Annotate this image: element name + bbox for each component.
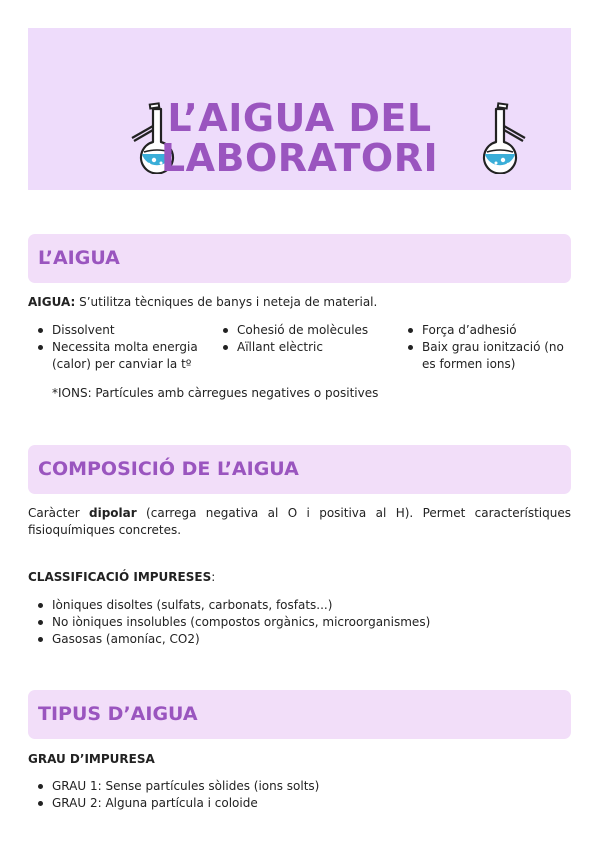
properties-column-3 — [398, 322, 573, 373]
ions-note: *IONS: Partícules amb càrregues negatives o positives — [52, 386, 379, 400]
section-title: COMPOSICIÓ DE L’AIGUA — [38, 458, 299, 480]
list-item: Dissolvent — [28, 322, 208, 339]
list-item: Iòniques disoltes (sulfats, carbonats, fosfats...) — [28, 597, 571, 614]
flask-icon — [469, 102, 529, 174]
list-item: Cohesió de molècules — [213, 322, 393, 339]
list-item: No iòniques insolubles (compostos orgànics, microorganismes) — [28, 614, 571, 631]
list-item: Baix grau ionització (no es formen ions) — [398, 339, 573, 373]
section-title: TIPUS D’AIGUA — [38, 703, 198, 725]
classification-label — [28, 569, 571, 586]
list-item: Gasosas (amoníac, CO2) — [28, 631, 571, 648]
title-line-1: L’AIGUA DEL — [167, 96, 432, 140]
list-item: Aïllant elèctric — [213, 339, 393, 356]
list-item: Necessita molta energia (calor) per canviar la tº — [28, 339, 208, 373]
aigua-intro — [28, 294, 571, 311]
grades-list — [28, 778, 571, 812]
title-banner — [28, 28, 571, 190]
list-item: GRAU 2: Alguna partícula i coloide — [28, 795, 571, 812]
section-heading-tipus — [28, 690, 571, 739]
section-heading-composicio — [28, 445, 571, 494]
para-pre: Caràcter — [28, 506, 90, 520]
properties-column-2 — [213, 322, 393, 356]
list-item: Força d’adhesió — [398, 322, 573, 339]
class-colon: : — [211, 570, 216, 584]
impurities-list — [28, 597, 571, 648]
intro-label: AIGUA: — [28, 295, 76, 309]
intro-text: S’utilitza tècniques de banys i neteja de material. — [75, 295, 378, 309]
para-post: (carrega negativa al O i positiva al H). Permet característiques fisioquímiques concretes. — [28, 506, 571, 537]
section-heading-aigua — [28, 234, 571, 283]
list-item: GRAU 1: Sense partícules sòlides (ions solts) — [28, 778, 571, 795]
section-title: L’AIGUA — [38, 247, 120, 269]
para-bold: dipolar — [89, 506, 137, 520]
grau-impuresa-heading: GRAU D’IMPURESA — [28, 752, 155, 766]
properties-column-1 — [28, 322, 208, 373]
title-line-2: LABORATORI — [160, 136, 439, 180]
dipolar-paragraph — [28, 505, 571, 539]
class-label: CLASSIFICACIÓ IMPURESES — [28, 570, 212, 584]
